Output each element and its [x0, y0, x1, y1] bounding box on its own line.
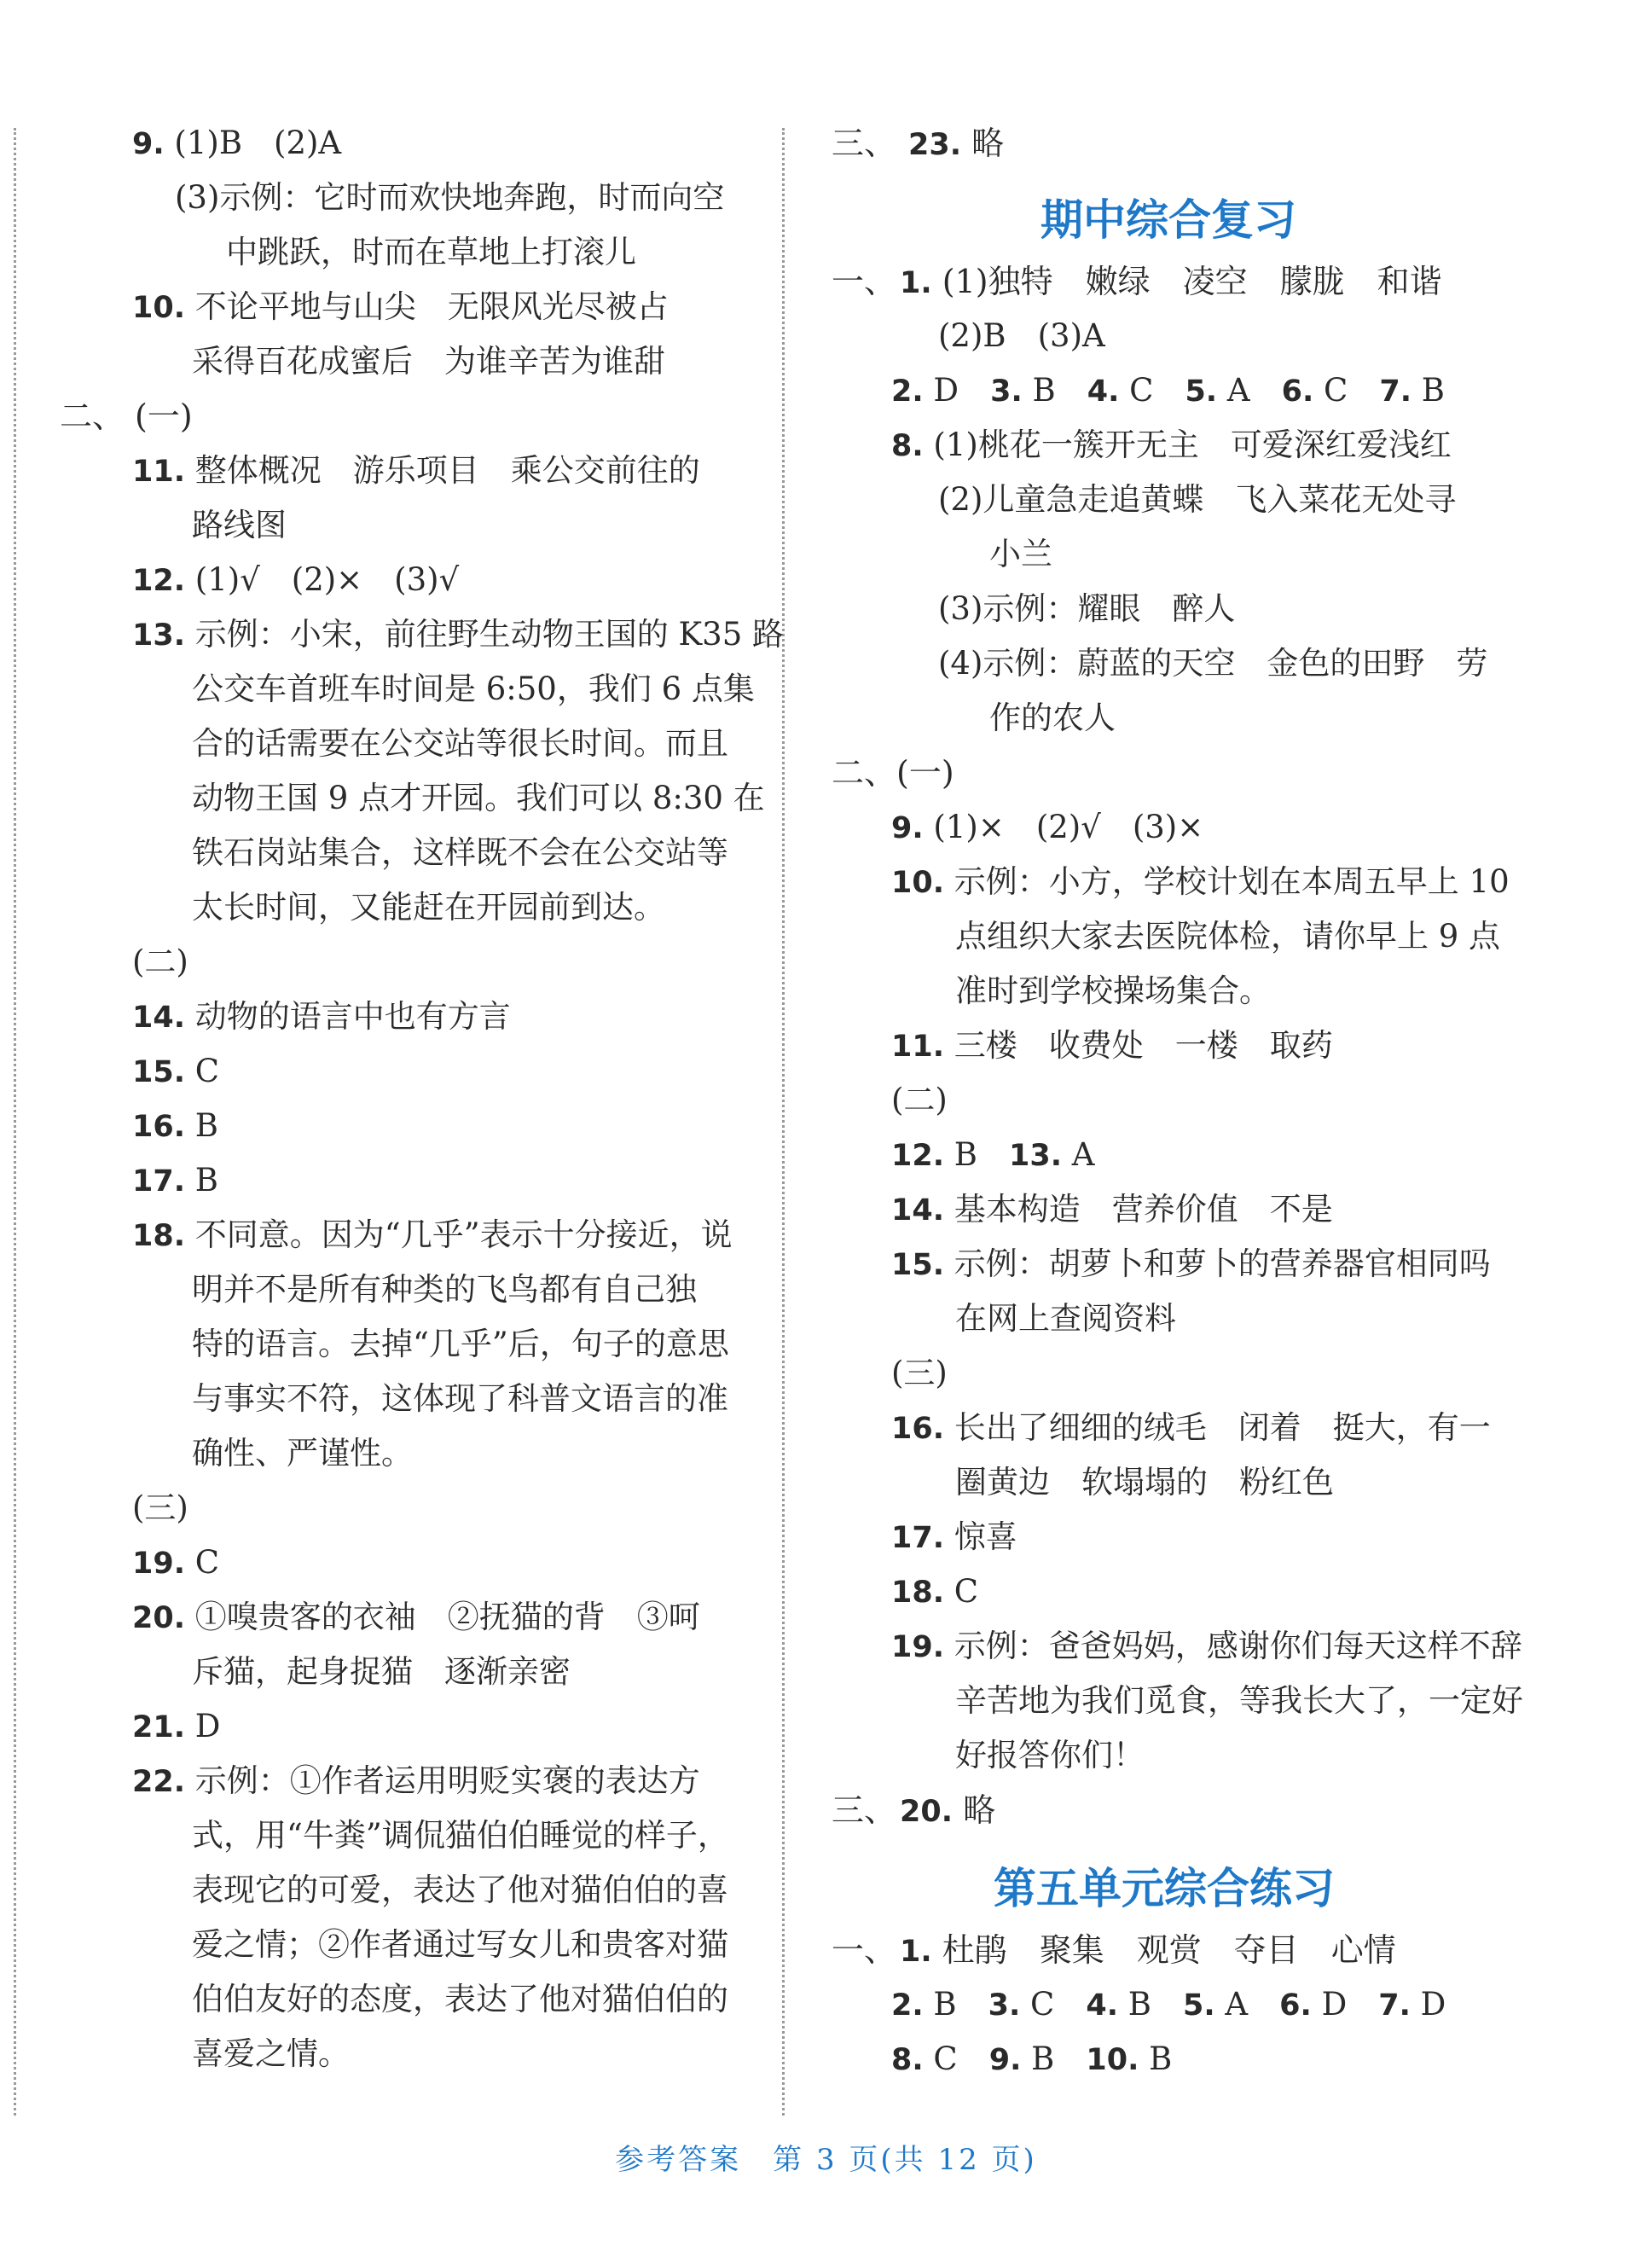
answer-line: 作的农人 [989, 699, 1116, 736]
answer-line: 确性、严谨性。 [192, 1435, 413, 1471]
answer-10: 10. 示例：小方，学校计划在本周五早上 10 [891, 863, 1510, 900]
answer-line: 路线图 [192, 507, 287, 543]
answer-line: 点组织大家去医院体检，请你早上 9 点 [955, 918, 1501, 955]
answer-line: 与事实不符，这体现了科普文语言的准 [192, 1380, 728, 1417]
answers-8-10: 8. C 9. B 10. B [891, 2040, 1173, 2077]
answer-line: (2)儿童急走追黄蝶 飞入菜花无处寻 [938, 481, 1457, 518]
part-heading: (三) [132, 1489, 188, 1526]
answer-18: 18. C [891, 1573, 979, 1610]
answer-line: 好报答你们！ [955, 1737, 1145, 1773]
section-three-answer: 三、 20. 略 [832, 1791, 996, 1829]
answer-15: 15. 示例：胡萝卜和萝卜的营养器官相同吗 [891, 1245, 1491, 1282]
answers-12-13: 12. B 13. A [891, 1136, 1095, 1173]
answer-line: 小兰 [989, 536, 1052, 572]
answer-11: 11. 整体概况 游乐项目 乘公交前往的 [132, 452, 700, 489]
answer-line: 斥猫，起身捉猫 逐渐亲密 [192, 1653, 571, 1690]
answer-14: 14. 动物的语言中也有方言 [132, 998, 511, 1035]
answer-line: 动物王国 9 点才开园。我们可以 8:30 在 [192, 780, 765, 816]
answer-line: 中跳跃，时而在草地上打滚儿 [226, 234, 636, 270]
part-heading: (二) [891, 1082, 948, 1118]
answer-line: 在网上查阅资料 [955, 1300, 1176, 1337]
answer-9: 9. (1)B (2)A [132, 125, 342, 161]
column-divider [782, 128, 785, 2116]
answer-line: 明并不是所有种类的飞鸟都有自己独 [192, 1271, 697, 1308]
answer-17: 17. 惊喜 [891, 1518, 1017, 1555]
answer-line: 爱之情；②作者通过写女儿和贵客对猫 [192, 1926, 728, 1963]
part-heading: (二) [132, 943, 188, 980]
part-heading: (三) [891, 1355, 948, 1391]
answers-2-7: 2. B 3. C 4. B 5. A 6. D 7. D [891, 1986, 1446, 2023]
answer-line: 准时到学校操场集合。 [955, 972, 1271, 1009]
answer-17: 17. B [132, 1162, 218, 1199]
answer-16: 16. 长出了细细的绒毛 闭着 挺大，有一 [891, 1409, 1491, 1446]
answer-line: 铁石岗站集合，这样既不会在公交站等 [192, 834, 728, 871]
answer-line: 伯伯友好的态度，表达了他对猫伯伯的 [192, 1981, 728, 2017]
answer-line: 合的话需要在公交站等很长时间。而且 [192, 725, 728, 762]
section-three-answer: 三、 23. 略 [832, 125, 1005, 162]
midterm-review-title: 期中综合复习 [1040, 195, 1296, 245]
answer-8: 8. (1)桃花一簇开无主 可爱深红爱浅红 [891, 427, 1452, 463]
answer-line: 式，用“牛粪”调侃猫伯伯睡觉的样子， [192, 1817, 729, 1854]
answer-line: 辛苦地为我们觅食，等我长大了，一定好 [955, 1682, 1523, 1719]
answer-19: 19. C [132, 1544, 220, 1581]
section-two-heading: 二、(一) [832, 754, 954, 792]
answer-10: 10. 不论平地与山尖 无限风光尽被占 [132, 288, 669, 325]
answer-line: (4)示例：蔚蓝的天空 金色的田野 劳 [938, 645, 1488, 682]
binding-cut-line [14, 128, 16, 2116]
answer-21: 21. D [132, 1708, 221, 1744]
answer-line: (3)示例：它时而欢快地奔跑，时而向空 [175, 179, 725, 216]
answer-16: 16. B [132, 1107, 218, 1144]
answer-line: 采得百花成蜜后 为谁辛苦为谁甜 [192, 343, 665, 380]
answer-line: 表现它的可爱，表达了他对猫伯伯的喜 [192, 1872, 728, 1908]
answer-18: 18. 不同意。因为“几乎”表示十分接近，说 [132, 1216, 733, 1253]
section-two-heading: 二、 (一) [60, 398, 193, 435]
answers-2-7: 2. D 3. B 4. C 5. A 6. C 7. B [891, 372, 1445, 409]
answer-line: 特的语言。去掉“几乎”后，句子的意思 [192, 1326, 729, 1362]
answer-line: 公交车首班车时间是 6:50，我们 6 点集 [192, 670, 755, 707]
unit-five-review-title: 第五单元综合练习 [994, 1864, 1335, 1913]
answer-11: 11. 三楼 收费处 一楼 取药 [891, 1027, 1333, 1064]
answer-1: 一、 1. 杜鹃 聚集 观赏 夺目 心情 [832, 1931, 1396, 1969]
answer-22: 22. 示例：①作者运用明贬实褒的表达方 [132, 1762, 700, 1799]
answer-line: 圈黄边 软塌塌的 粉红色 [955, 1464, 1334, 1500]
answer-20: 20. ①嗅贵客的衣袖 ②抚猫的背 ③呵 [132, 1599, 700, 1635]
answer-9: 9. (1)× (2)√ (3)× [891, 809, 1204, 845]
answer-line: (3)示例：耀眼 醉人 [938, 590, 1236, 627]
answer-12: 12. (1)√ (2)× (3)√ [132, 561, 460, 598]
answer-14: 14. 基本构造 营养价值 不是 [891, 1191, 1333, 1228]
answer-13: 13. 示例：小宋，前往野生动物王国的 K35 路 [132, 616, 785, 653]
answer-line: (2)B (3)A [938, 317, 1105, 354]
answer-1: 一、 1. (1)独特 嫩绿 凌空 朦胧 和谐 [832, 263, 1442, 300]
answer-line: 太长时间，又能赶在开园前到达。 [192, 889, 665, 926]
answer-15: 15. C [132, 1053, 220, 1089]
answer-19: 19. 示例：爸爸妈妈，感谢你们每天这样不辞 [891, 1628, 1522, 1664]
page-footer: 参考答案 第 3 页(共 12 页) [615, 2143, 1037, 2177]
answer-line: 喜爱之情。 [192, 2035, 350, 2072]
